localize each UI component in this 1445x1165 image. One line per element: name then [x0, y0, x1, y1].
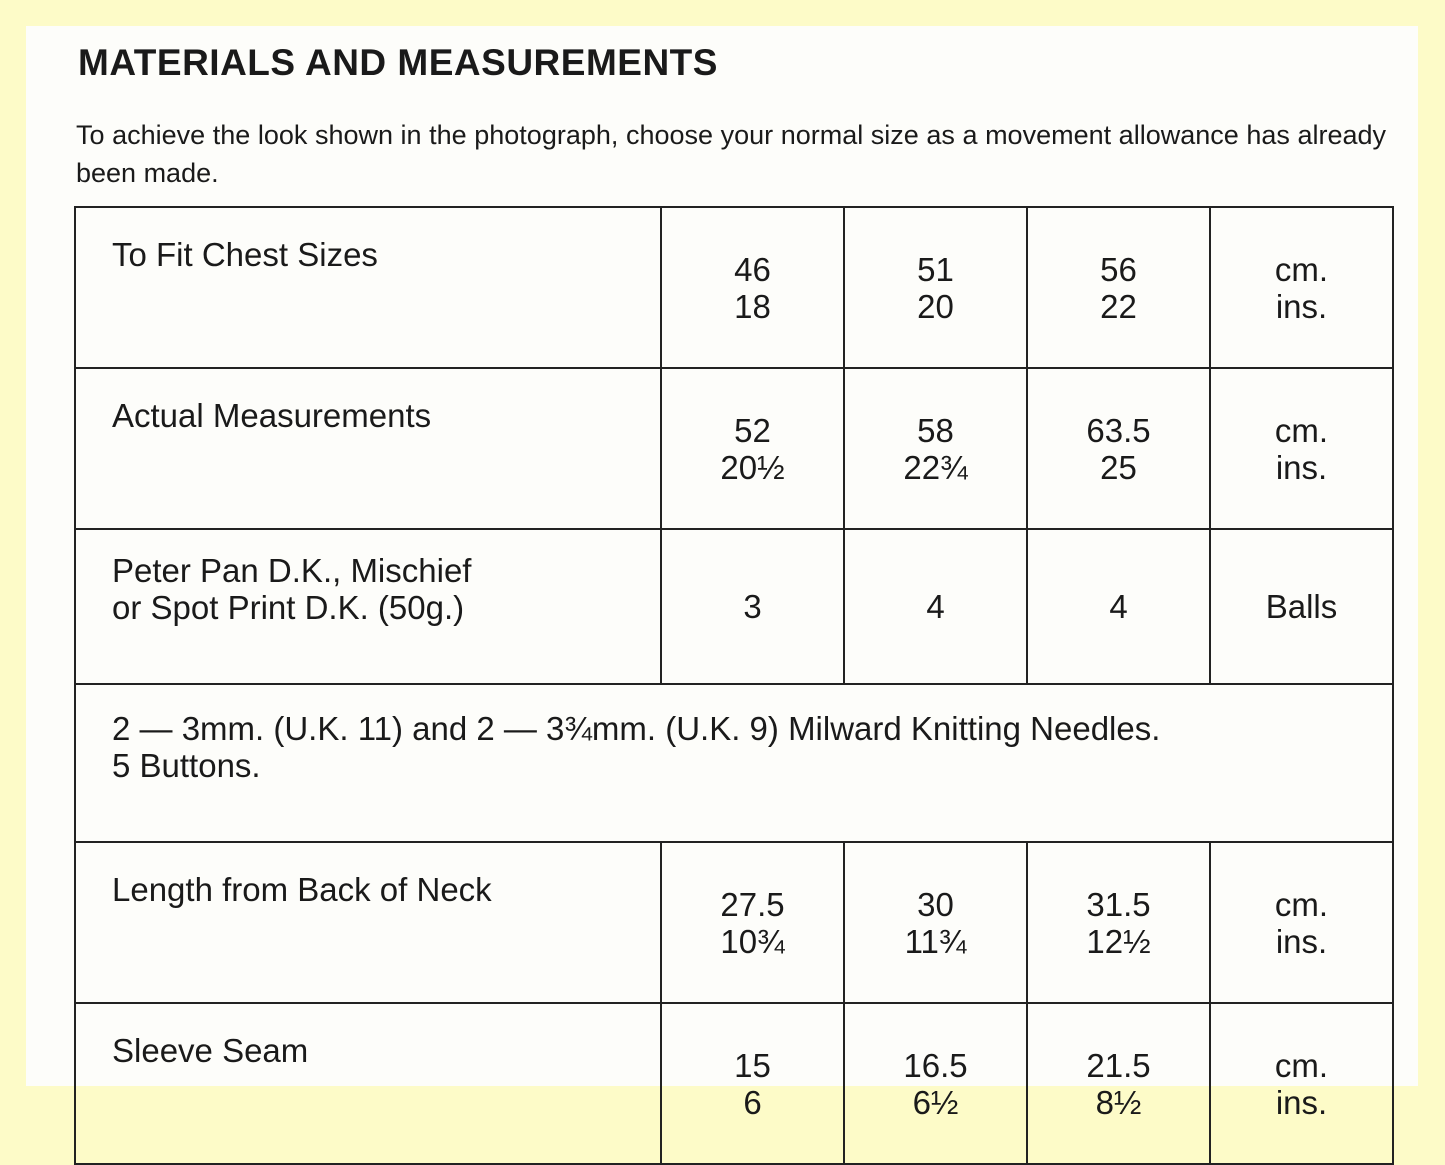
size-value-cell: 27.5 10¾ — [661, 842, 844, 1003]
page-title: MATERIALS AND MEASUREMENTS — [78, 42, 718, 83]
table-row-needles-buttons — [75, 684, 1393, 842]
table-row-length — [75, 842, 1393, 1003]
size-value-cell: 3 — [661, 529, 844, 684]
pattern-page — [26, 26, 1418, 1121]
needles-buttons-cell: 2 — 3mm. (U.K. 11) and 2 — 3¾mm. (U.K. 9) Milward Knitting Needles. 5 Buttons. — [75, 684, 1393, 842]
unit-cell: cm. ins. — [1210, 368, 1393, 529]
row-label: Peter Pan D.K., Mischief or Spot Print D.K. (50g.) — [75, 529, 661, 684]
size-value-cell: 15 6 — [661, 1003, 844, 1164]
unit-cell: Balls — [1210, 529, 1393, 684]
intro-text: To achieve the look shown in the photograph, choose your normal size as a movement allowance has already been made. — [76, 120, 1386, 188]
size-value-cell: 58 22¾ — [844, 368, 1027, 529]
size-value-cell: 4 — [1027, 529, 1210, 684]
row-label: To Fit Chest Sizes — [75, 207, 661, 368]
table-row-yarn — [75, 529, 1393, 684]
size-value-cell: 16.5 6½ — [844, 1003, 1027, 1164]
size-value-cell: 31.5 12½ — [1027, 842, 1210, 1003]
size-value-cell: 21.5 8½ — [1027, 1003, 1210, 1164]
size-value-cell: 56 22 — [1027, 207, 1210, 368]
row-label: Sleeve Seam — [75, 1003, 661, 1164]
unit-cell: cm. ins. — [1210, 842, 1393, 1003]
table-row-actual-measurements — [75, 368, 1393, 529]
size-value-cell: 63.5 25 — [1027, 368, 1210, 529]
table-row-sleeve-seam — [75, 1003, 1393, 1164]
measurements-table — [74, 206, 1394, 1165]
row-label: Actual Measurements — [75, 368, 661, 529]
size-value-cell: 4 — [844, 529, 1027, 684]
size-value-cell: 46 18 — [661, 207, 844, 368]
size-value-cell: 51 20 — [844, 207, 1027, 368]
row-label: Length from Back of Neck — [75, 842, 661, 1003]
size-value-cell: 30 11¾ — [844, 842, 1027, 1003]
unit-cell: cm. ins. — [1210, 207, 1393, 368]
unit-cell: cm. ins. — [1210, 1003, 1393, 1164]
size-value-cell: 52 20½ — [661, 368, 844, 529]
table-row-chest-sizes — [75, 207, 1393, 368]
